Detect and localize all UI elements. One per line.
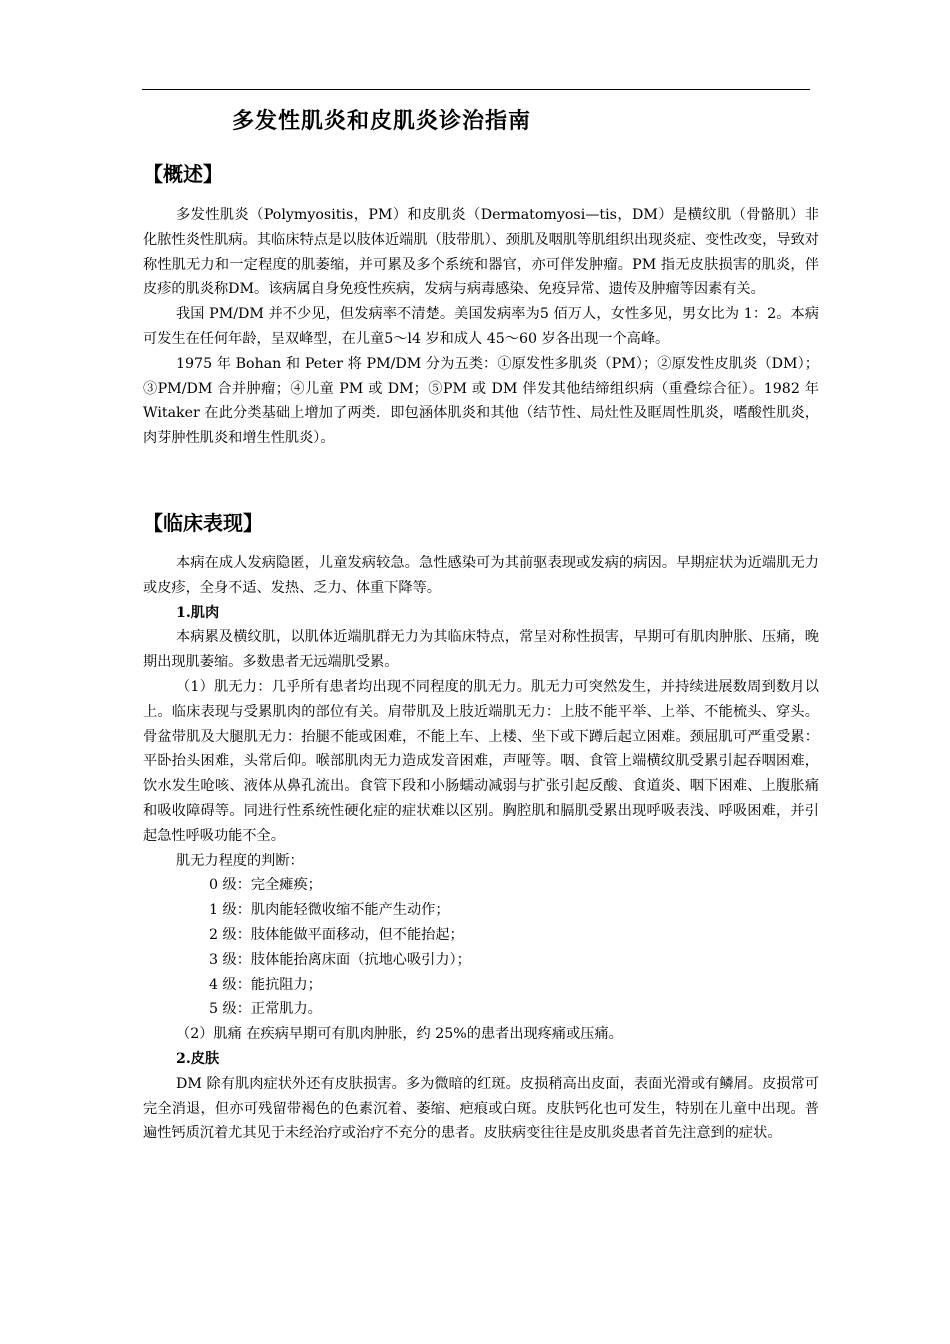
section-heading-clinical: 【临床表现】	[143, 511, 263, 535]
paragraph: 本病在成人发病隐匿，儿童发病较急。急性感染可为其前驱表现或发病的病因。早期症状为近端肌无力或皮疹，全身不适、发热、乏力、体重下降等。	[143, 555, 819, 596]
grade-item: 3 级：肢体能抬离床面（抗地心吸引力）；	[209, 951, 471, 968]
grade-item: 5 级：正常肌力。	[209, 1001, 322, 1018]
header-rule	[142, 89, 810, 90]
subheading-skin: 2.皮肤	[176, 1050, 220, 1067]
paragraph: 我国 PM/DM 并不少见，但发病率不清楚。美国发病率为5 佰万人，女性多见，男女比为 1：2。本病可发生在任何年龄，呈双峰型，在儿童5～l4 岁和成人 45～60 岁各出现一个高峰。	[143, 306, 819, 347]
paragraph: 肌无力程度的判断：	[176, 852, 304, 869]
section-heading-overview: 【概述】	[143, 162, 223, 186]
document-title: 多发性肌炎和皮肌炎诊治指南	[232, 108, 532, 134]
paragraph: 多发性肌炎（Polymyositis，PM）和皮肌炎（Dermatomyosi—tis，DM）是横纹肌（骨骼肌）非化脓性炎性肌病。其临床特点是以肢体近端肌（肢带肌）、颈肌及咽肌等肌组织出现炎症、变性改变，导致对称性肌无力和一定程度的肌萎缩，并可累及多个系统和器官，亦可伴发肿瘤。PM 指无皮肤损害的肌炎，伴皮疹的肌炎称DM。该病属自身免疫性疾病，发病与病毒感染、免疫异常、遗传及肿瘤等因素有关。	[143, 207, 819, 298]
overview-body	[143, 203, 819, 451]
paragraph: （2）肌痛 在疾病早期可有肌肉肿胀，约 25%的患者出现疼痛或压痛。	[176, 1026, 623, 1043]
grade-item: 4 级：能抗阻力；	[209, 976, 322, 993]
grade-item: 1 级：肌肉能轻微收缩不能产生动作；	[209, 902, 450, 919]
clinical-body	[143, 551, 819, 1146]
grade-item: 2 级：肢体能做平面移动，但不能抬起；	[209, 926, 464, 943]
paragraph: DM 除有肌肉症状外还有皮肤损害。多为微暗的红斑。皮损稍高出皮面，表面光滑或有鳞屑。皮损常可完全消退，但亦可残留带褐色的色素沉着、萎缩、疤痕或白斑。皮肤钙化也可发生，特别在儿童中出现。普遍性钙质沉着尤其见于未经治疗或治疗不充分的患者。皮肤病变往往是皮肌炎患者首先注意到的症状。	[143, 1075, 819, 1142]
paragraph: 1975 年 Bohan 和 Peter 将 PM/DM 分为五类：①原发性多肌炎（PM）；②原发性皮肌炎（DM）；③PM/DM 合并肿瘤；④儿童 PM 或 DM；⑤PM 或 DM 伴发其他结缔组织病（重叠综合征）。1982 年 Witaker 在此分类基础上增加了两类．即包涵体肌炎和其他（结节性、局灶性及眶周性肌炎，嗜酸性肌炎，肉芽肿性肌炎和增生性肌炎）。	[143, 355, 819, 447]
paragraph: 本病累及横纹肌，以肌体近端肌群无力为其临床特点，常呈对称性损害，早期可有肌肉肿胀、压痛，晚期出现肌萎缩。多数患者无远端肌受累。	[143, 629, 819, 671]
subheading-muscle: 1.肌肉	[176, 604, 220, 621]
paragraph: （1）肌无力：几乎所有患者均出现不同程度的肌无力。肌无力可突然发生，并持续进展数周到数月以上。临床表现与受累肌肉的部位有关。肩带肌及上肢近端肌无力：上肢不能平举、上举、不能梳头、穿头。骨盆带肌及大腿肌无力：抬腿不能或困难，不能上车、上楼、坐下或下蹲后起立困难。颈屈肌可严重受累：平卧抬头困难，头常后仰。喉部肌肉无力造成发音困难，声哑等。咽、食管上端横纹肌受累引起吞咽困难，饮水发生呛咳、液体从鼻孔流出。食管下段和小肠蠕动减弱与扩张引起反酸、食道炎、咽下困难、上腹胀痛和吸收障碍等。同进行性系统性硬化症的症状难以区别。胸腔肌和膈肌受累出现呼吸表浅、呼吸困难，并引起急性呼吸功能不全。	[143, 678, 819, 844]
grade-item: 0 级：完全瘫痪；	[209, 877, 322, 894]
